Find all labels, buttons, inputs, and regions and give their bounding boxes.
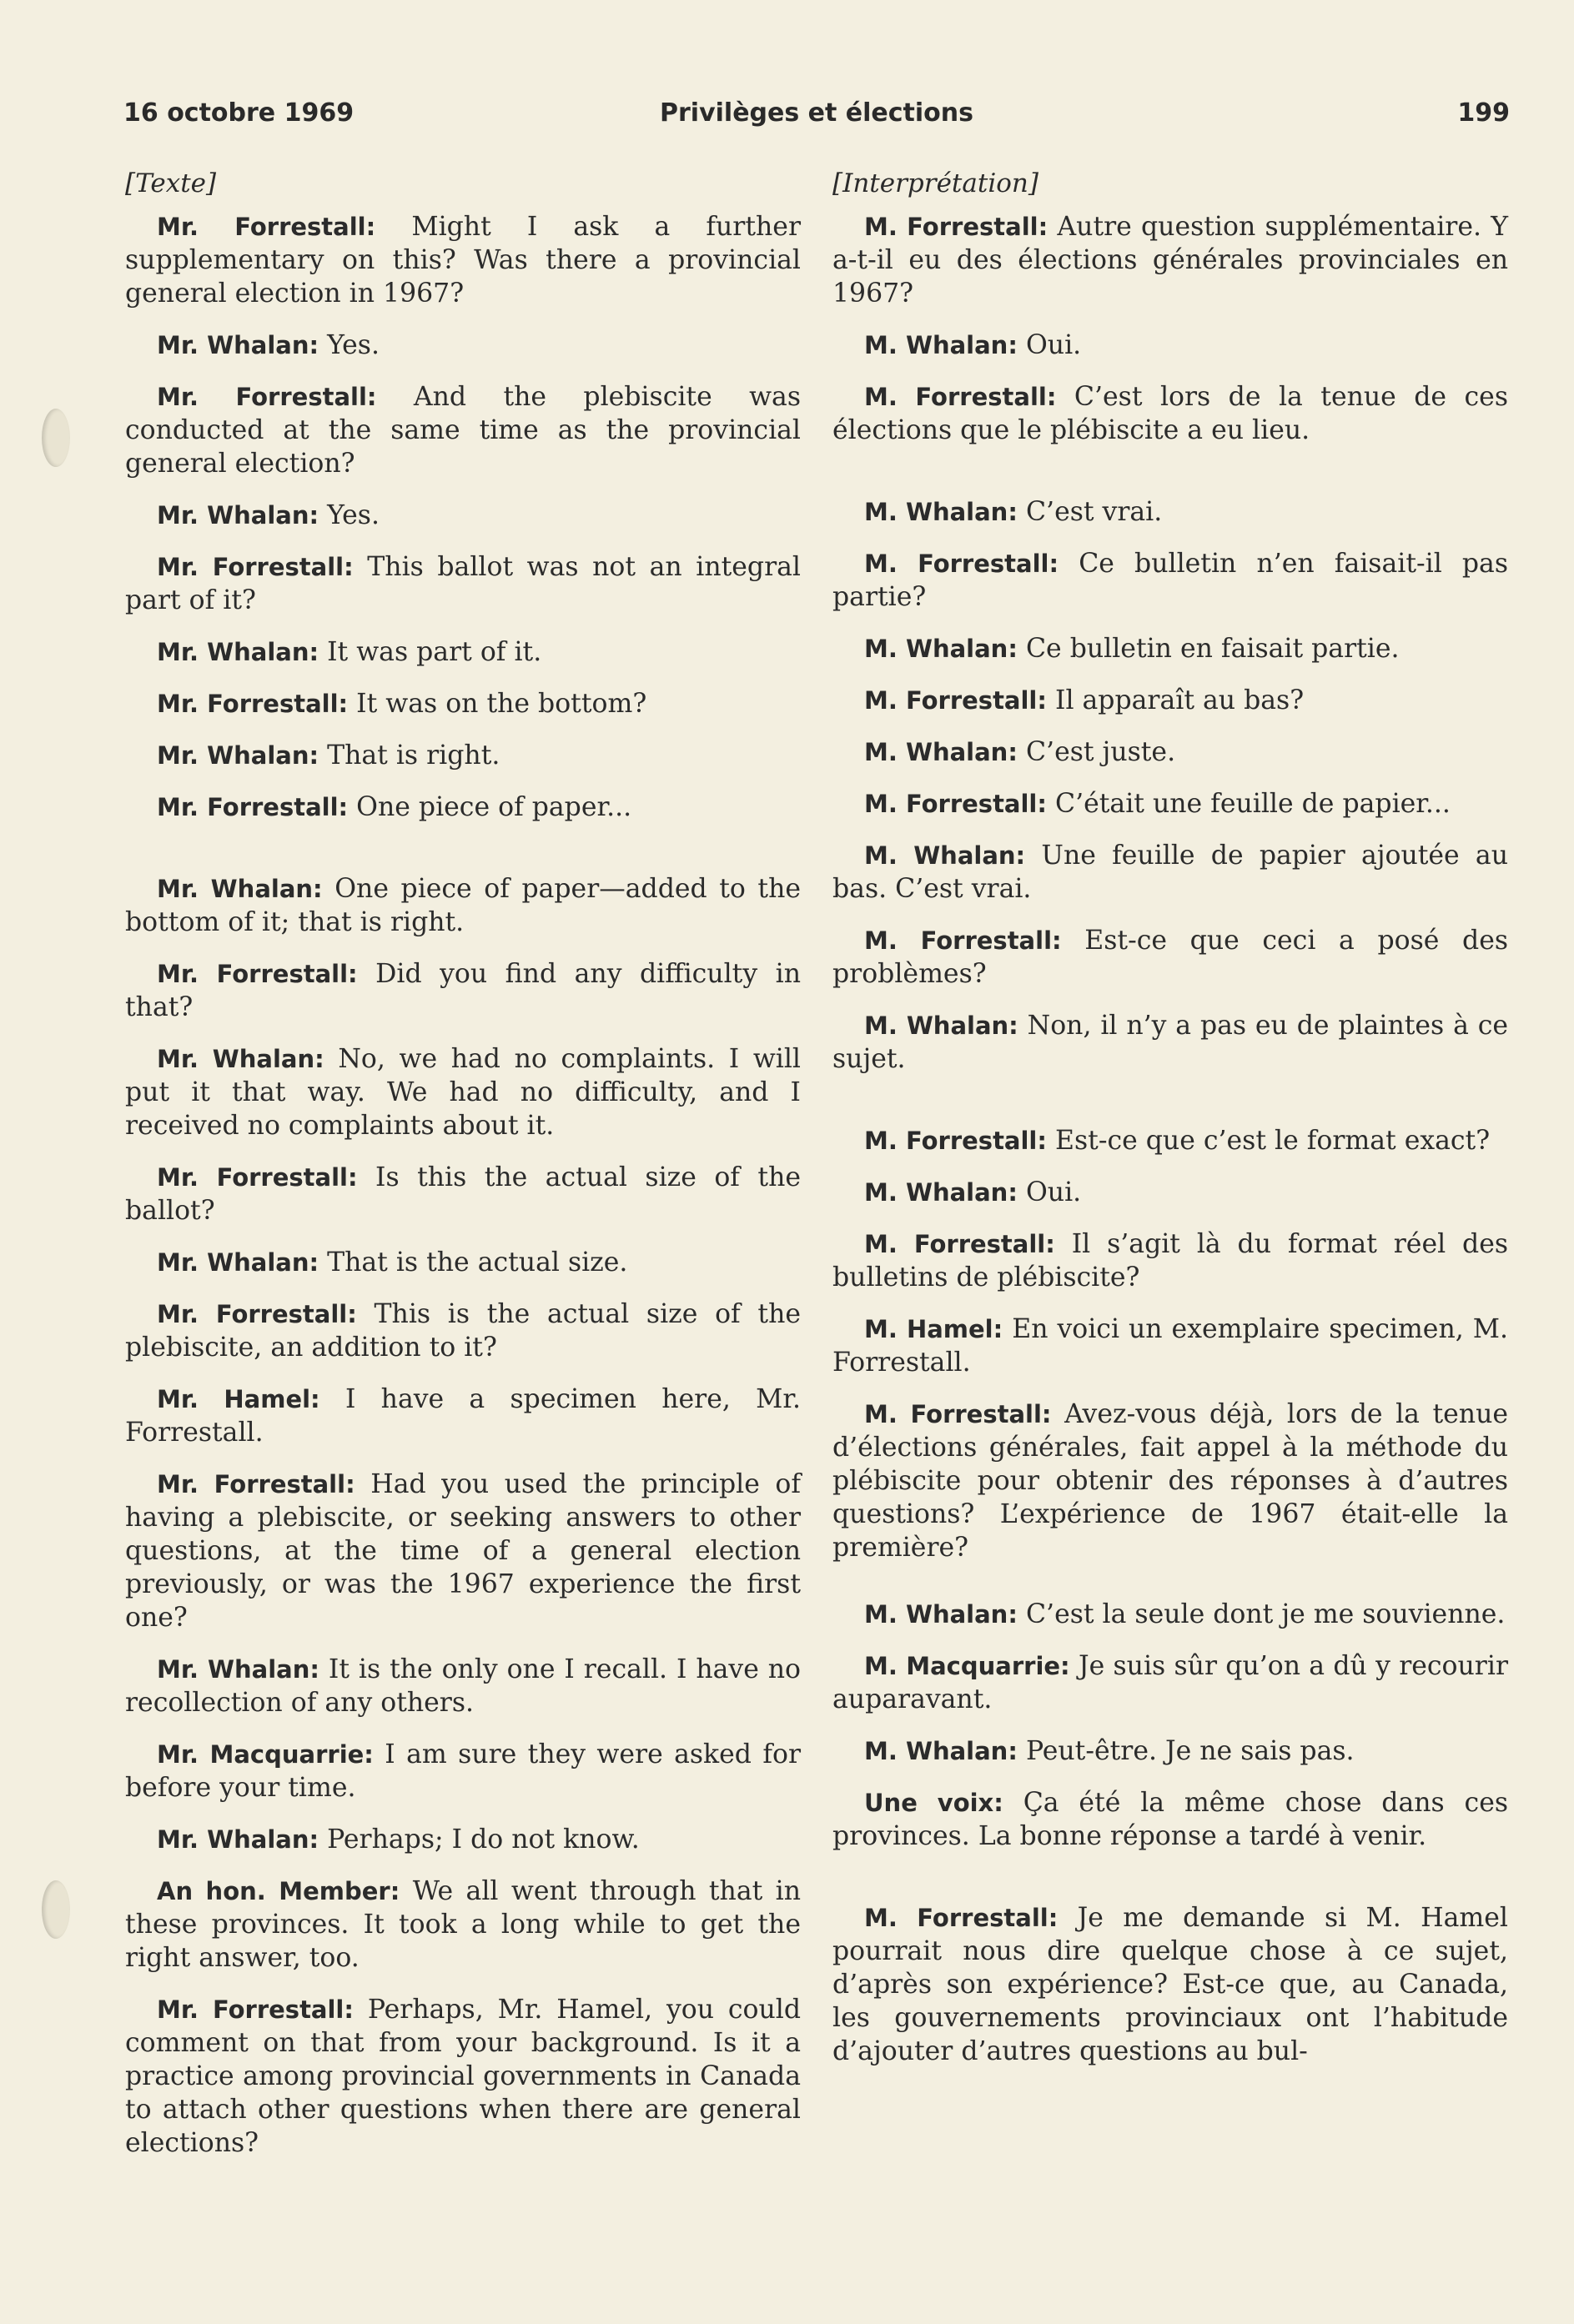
speech-text: Yes. [327,500,380,530]
transcript-entry [125,1298,801,1364]
speaker-name: M. Whalan: [864,1178,1018,1207]
speaker-name: M. Whalan: [864,498,1018,526]
speech-text: Il s’agit là du format réel des bulletins de plébiscite? [832,1229,1508,1293]
section-label-interpretation: [Interprétation] [832,168,1038,198]
speech-text: Avez-vous déjà, lors de la tenue d’élections générales, fait appel à la méthode du plébiscite pour obtenir des réponses à d’autres questions? L’expérience de 1967 était-elle la première? [832,1399,1508,1563]
speaker-name: Mr. Whalan: [157,638,319,666]
transcript-entry [125,1875,801,1975]
speaker-name: M. Forrestall: [864,686,1047,715]
speech-text: C’est vrai. [1025,497,1163,527]
transcript-entry [832,684,1508,717]
transcript-entry [832,1176,1508,1209]
header-date: 16 octobre 1969 [123,98,355,128]
speaker-name: Mr. Forrestall: [157,1995,354,2024]
speaker-name: Mr. Hamel: [157,1385,320,1413]
speaker-name: M. Hamel: [864,1315,1003,1343]
speech-text: C’était une feuille de papier... [1055,789,1451,819]
speaker-name: Mr. Whalan: [157,1655,319,1684]
transcript-entry [125,1383,801,1449]
transcript-entry [832,1734,1508,1768]
speaker-name: M. Forrestall: [864,790,1047,818]
speaker-name: Mr. Whalan: [157,501,319,530]
speaker-name: Mr. Forrestall: [157,1470,355,1498]
transcript-entry [125,791,801,824]
transcript-entry [832,1227,1508,1294]
speaker-name: Mr. Forrestall: [157,690,349,718]
speech-text: It was on the bottom? [356,689,647,719]
transcript-entry [125,1993,801,2160]
transcript-entry [832,1598,1508,1631]
punch-hole-top [42,409,70,467]
transcript-entry [832,1901,1508,2068]
speech-text: This is the actual size of the plebiscite, an addition to it? [125,1299,801,1363]
speech-text: Il apparaît au bas? [1055,685,1305,715]
speech-text: I have a specimen here, Mr. Forrestall. [125,1384,802,1448]
speech-text: That is the actual size. [327,1247,628,1277]
speech-text: It is the only one I recall. I have no recollection of any others. [125,1654,802,1718]
transcript-entry [832,1009,1508,1076]
punch-hole-bottom [42,1880,70,1939]
page-number: 199 [1457,98,1510,128]
transcript-entry [125,957,801,1024]
transcript-entry [125,635,801,669]
speech-text: C’est la seule dont je me souvienne. [1025,1599,1506,1629]
header-title: Privilèges et élections [660,98,973,128]
speech-text: Might I ask a further supplementary on this? Was there a provincial general election in 1967? [125,212,801,309]
transcript-entry [125,1653,801,1719]
transcript-entry [125,329,801,362]
section-label-texte: [Texte] [125,168,217,198]
speaker-name: Une voix: [864,1789,1003,1817]
speaker-name: M. Forrestall: [864,1127,1047,1155]
transcript-entry [125,687,801,720]
transcript-entry [832,1398,1508,1564]
speaker-name: Mr. Forrestall: [157,793,349,821]
speech-text: C’est lors de la tenue de ces élections que le plébiscite a eu lieu. [832,382,1508,445]
speech-text: Je suis sûr qu’on a dû y recourir auparavant. [832,1651,1508,1714]
speaker-name: M. Forrestall: [864,550,1059,578]
speech-text: We all went through that in these provinces. It took a long while to get the right answer, too. [125,1876,802,1973]
speech-text: No, we had no complaints. I will put it that way. We had no difficulty, and I received no complaints about it. [125,1044,802,1141]
speech-text: It was part of it. [327,637,542,667]
transcript-entry [125,380,801,480]
transcript-entry [832,735,1508,769]
speaker-name: M. Whalan: [864,738,1018,766]
speaker-name: Mr. Whalan: [157,1045,324,1073]
transcript-entry [832,924,1508,991]
speech-text: That is right. [327,740,500,770]
english-column [125,167,801,2160]
speaker-name: M. Forrestall: [864,383,1057,411]
speech-text: One piece of paper—added to the bottom of it; that is right. [125,874,802,937]
speaker-name: M. Forrestall: [864,1904,1059,1932]
speech-text: Est-ce que ceci a posé des problèmes? [832,926,1509,989]
speech-text: Perhaps, Mr. Hamel, you could comment on that from your background. Is it a practice among provincial governments in Canada to attach other questions when there are general elections? [125,1995,802,2158]
speaker-name: An hon. Member: [157,1877,400,1905]
speech-text: Had you used the principle of having a plebiscite, or seeking answers to other questions, at the time of a general election previously, or was the 1967 experience the first one? [125,1469,802,1633]
speech-text: Ce bulletin n’en faisait-il pas partie? [832,549,1508,612]
transcript-entry [832,1649,1508,1716]
speaker-name: Mr. Forrestall: [157,1300,357,1328]
transcript-entry [832,210,1508,310]
speech-text: Perhaps; I do not know. [327,1825,640,1855]
speaker-name: Mr. Forrestall: [157,213,376,241]
speech-text: This ballot was not an integral part of it? [125,552,802,615]
transcript-entry [832,839,1508,906]
transcript-entry [125,1246,801,1279]
speaker-name: M. Forrestall: [864,926,1062,955]
speech-text: Did you find any difficulty in that? [125,959,801,1022]
speaker-name: Mr. Whalan: [157,331,319,359]
speech-text: Peut-être. Je ne sais pas. [1025,1736,1355,1766]
speech-text: Ça été la même chose dans ces provinces. La bonne réponse a tardé à venir. [832,1788,1508,1851]
page-header [123,98,1510,135]
transcript-entry [832,547,1508,614]
speech-text: Une feuille de papier ajoutée au bas. C’est vrai. [832,841,1508,904]
transcript-entry [125,872,801,939]
speaker-name: Mr. Forrestall: [157,960,358,988]
speech-text: Non, il n’y a pas eu de plaintes à ce sujet. [832,1011,1508,1074]
speech-text: Oui. [1025,330,1082,360]
speaker-name: Mr. Forrestall: [157,553,354,581]
speaker-name: M. Whalan: [864,1737,1018,1765]
speech-text: I am sure they were asked for before your time. [125,1739,802,1803]
transcript-entry [832,329,1508,362]
speech-text: C’est juste. [1025,737,1176,767]
speech-text: Je me demande si M. Hamel pourrait nous dire quelque chose à ce sujet, d’après son expérience? Est-ce que, au Canada, les gouvernements provinciaux ont l’habitude d’ajouter d’autres questions au bul- [832,1903,1508,2066]
speaker-name: M. Forrestall: [864,1230,1055,1258]
speech-text: En voici un exemplaire specimen, M. Forrestall. [832,1314,1508,1378]
speech-text: Ce bulletin en faisait partie. [1025,634,1400,664]
speaker-name: Mr. Whalan: [157,741,319,770]
transcript-entry [125,550,801,617]
speaker-name: Mr. Whalan: [157,875,323,903]
speech-text: Oui. [1025,1177,1082,1207]
transcript-entry [125,1042,801,1142]
speaker-name: Mr. Macquarrie: [157,1740,374,1769]
speaker-name: M. Whalan: [864,841,1026,870]
transcript-entry [832,787,1508,821]
transcript-entry [832,632,1508,665]
transcript-entry [832,495,1508,529]
speaker-name: Mr. Forrestall: [157,1163,358,1192]
transcript-entry [125,1738,801,1804]
speech-text: And the plebiscite was conducted at the same time as the provincial general election? [125,382,801,479]
speaker-name: M. Whalan: [864,635,1018,663]
french-column [832,167,1508,2068]
transcript-entry [125,739,801,772]
transcript-entry [125,1823,801,1856]
transcript-entry [832,1124,1508,1157]
speaker-name: Mr. Whalan: [157,1248,319,1277]
transcript-entry [125,210,801,310]
speech-text: Autre question supplémentaire. Y a-t-il eu des élections générales provinciales en 1967? [832,212,1508,309]
speaker-name: M. Whalan: [864,1011,1018,1040]
speaker-name: M. Forrestall: [864,213,1048,241]
speaker-name: Mr. Forrestall: [157,383,377,411]
speaker-name: Mr. Whalan: [157,1825,319,1854]
speaker-name: M. Whalan: [864,331,1018,359]
speech-text: Est-ce que c’est le format exact? [1055,1126,1491,1156]
transcript-entry [832,1313,1508,1379]
transcript-entry [832,1786,1508,1853]
transcript-entry [125,1161,801,1227]
speech-text: Is this the actual size of the ballot? [125,1162,802,1226]
speaker-name: M. Macquarrie: [864,1652,1070,1680]
transcript-entry [125,499,801,532]
speech-text: One piece of paper... [356,792,632,822]
transcript-entry [832,380,1508,447]
speaker-name: M. Whalan: [864,1600,1018,1629]
speaker-name: M. Forrestall: [864,1400,1052,1428]
transcript-entry [125,1468,801,1634]
speech-text: Yes. [327,330,380,360]
